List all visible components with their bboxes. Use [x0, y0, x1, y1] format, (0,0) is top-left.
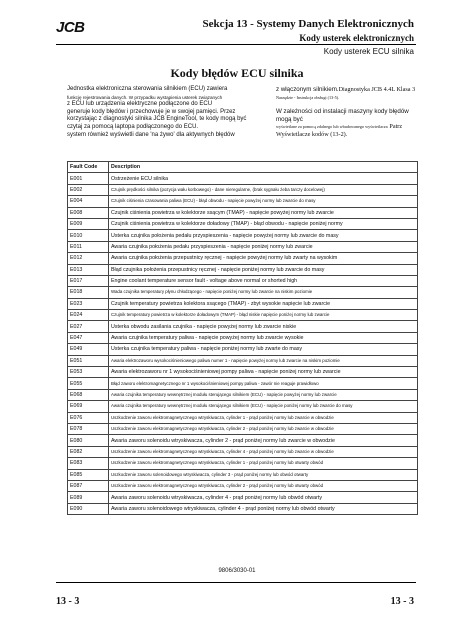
- fault-code-cell: E011: [68, 241, 109, 252]
- description-cell: Uszkodzenie zaworu elektromagnetycznego wtryskiwacza, cylinder 2 - prąd poniżej normy lub otwarty obwód: [109, 480, 418, 491]
- description-cell: Uszkodzenie zaworu solenoidowego wtryskiwacza, cylinder 3 - prąd poniżej normy lub obwód otwarty: [109, 469, 418, 480]
- description-cell: Awaria czujnika temperatury paliwa - napięcie powyżej normy lub zwarcie wysokie: [109, 332, 418, 343]
- intro-right-text-b: W zależności od instalacji maszyny kody błędów mogą być: [276, 108, 409, 123]
- fault-code-cell: E087: [68, 480, 109, 491]
- fault-code-cell: E076: [68, 412, 109, 423]
- diagnostic-tool-ref: Diagnostyka JCB 4.4L Klasa 3: [338, 86, 416, 93]
- fault-code-cell: E017: [68, 275, 109, 286]
- description-cell: Usterka czujnika położenia pedału przyspieszenia - napięcie powyżej normy lub zwarcie do masy: [109, 230, 418, 241]
- table-row: [68, 435, 418, 446]
- intro-line: system również wyświetli dane 'na żywo' dla aktywnych błędów: [67, 131, 235, 138]
- table-row: [68, 344, 418, 355]
- intro-line: z ECU lub urządzenia elektryczne podłączone do ECU: [67, 101, 213, 108]
- page-title: Kody błędów ECU silnika: [170, 66, 304, 80]
- table-row: [68, 480, 418, 491]
- fault-code-cell: E018: [68, 287, 109, 298]
- table-row: [68, 503, 418, 514]
- fault-code-cell: E002: [68, 184, 109, 195]
- description-cell: Awaria zaworu solenoidowego wtryskiwacza, cylinder 4 - prąd poniżej normy lub obwód otwarty: [109, 503, 418, 514]
- header-divider: [56, 44, 416, 45]
- description-cell: Czujnik temperatury powietrza kolektora ssącego (TMAP) - zbyt wysokie napięcie lub zwarcie: [109, 298, 418, 309]
- fault-code-cell: E008: [68, 207, 109, 218]
- table-row: [68, 241, 418, 252]
- subsection-label: Kody usterek ECU silnika: [323, 47, 414, 56]
- intro-line: korzystając z diagnostyki silnika JCB EngineTool, te kody mogą być: [67, 116, 247, 123]
- intro-right-text: [276, 86, 418, 146]
- fault-code-cell: E090: [68, 503, 109, 514]
- description-cell: Awaria czujnika położenia przepustnicy ręcznej - napięcie powyżej normy lub zwarty na wysokim: [109, 253, 418, 264]
- description-cell: Awaria zaworu solenoidu wtryskiwacza, cylinder 4 - prąd poniżej normy lub obwód otwarty: [109, 492, 418, 503]
- fault-code-cell: E023: [68, 298, 109, 309]
- intro-line: Jednostka elektroniczna sterowania silnikiem (ECU) zawiera: [67, 86, 228, 92]
- intro-line: funkcję rejestrowania danych. W przypadku wystąpienia usterek związanych: [67, 94, 223, 100]
- jcb-logo: JCB: [56, 19, 85, 36]
- description-cell: Awaria czujnika temperatury wewnętrznej modułu sterującego silnikiem (ECU) - napięcie powyżej normy lub zwarcie: [109, 389, 418, 400]
- table-row: [68, 230, 418, 241]
- table-row: [68, 310, 418, 321]
- table-row: [68, 184, 418, 195]
- description-cell: Awaria elektrozaworu nr 1 wysokociśnieniowej pompy paliwa - napięcie poniżej normy lub zwarcie: [109, 367, 418, 378]
- document-number: 9806/3030-01: [218, 568, 256, 574]
- manual-ref-close: ).: [336, 94, 340, 100]
- fault-code-cell: E078: [68, 423, 109, 434]
- table-header-row: [68, 162, 418, 173]
- fault-code-cell: E004: [68, 196, 109, 207]
- table-row: [68, 298, 418, 309]
- see-label: Patrz: [389, 123, 403, 131]
- table-row: [68, 264, 418, 275]
- description-cell: Wada czujnika temperatury płynu chłodzącego - napięcie poniżej normy lub zwarcie na niskim poziomie: [109, 287, 418, 298]
- description-cell: Uszkodzenie zaworu elektromagnetycznego wtryskiwacza, cylinder 2 - prąd poniżej normy lub zwarcie w obwodzie: [109, 423, 418, 434]
- description-cell: Ostrzeżenie ECU silnika: [109, 173, 418, 184]
- intro-right-para-1: [276, 86, 418, 101]
- fault-code-cell: E010: [68, 230, 109, 241]
- table-row: [68, 389, 418, 400]
- code-displays-ref-close: ).: [343, 130, 348, 138]
- table-row: [68, 173, 418, 184]
- description-cell: Awaria elektrozaworu wysokociśnieniowego paliwa numer 1 - napięcie powyżej normy lub zwarcie na niskim poziomie: [109, 355, 418, 366]
- intro-right-para-2: [276, 108, 418, 138]
- page-number-right: 13 - 3: [390, 596, 414, 607]
- fault-code-cell: E012: [68, 253, 109, 264]
- fault-code-cell: E027: [68, 321, 109, 332]
- description-cell: Błąd czujnika położenia przepustnicy ręcznej - napięcie poniżej normy lub zwarcie do masy: [109, 264, 418, 275]
- description-cell: Czujnik prędkości silnika (pozycja wału korbowego) - dane nieregularne, (brak sygnału żeba tarczy docelowej): [109, 184, 418, 195]
- table-row: [68, 287, 418, 298]
- description-cell: Czujnik ciśnienia powietrza w kolektorze ssącym (TMAP) - napięcie powyżej normy lub zwarcie: [109, 207, 418, 218]
- fault-code-cell: E051: [68, 355, 109, 366]
- fault-code-cell: E083: [68, 458, 109, 469]
- display-note: wyświetlane za pomocą zdalnego lub wbudowanego wyświetlacza: [276, 124, 388, 130]
- table-row: [68, 196, 418, 207]
- code-displays-ref: Wyświetlacze kodów (: [276, 130, 333, 138]
- table-row: [68, 332, 418, 343]
- intro-line: generuje kody błędów i przechowuje je w swojej pamięci. Przez: [67, 108, 236, 115]
- description-cell: Czujnik temperatury powietrza w kolektorze doładowym (TMAP) - błąd niskie napięcie poniżej normy lub zwarcie: [109, 310, 418, 321]
- section-title: Sekcja 13 - Systemy Danych Elektronicznych: [202, 18, 414, 30]
- page-link-13-2[interactable]: 13-2: [332, 130, 344, 138]
- table-row: [68, 446, 418, 457]
- fault-code-cell: E009: [68, 218, 109, 229]
- table-row: [68, 367, 418, 378]
- fault-code-cell: E085: [68, 469, 109, 480]
- header-fault-code: Fault Code: [68, 162, 109, 173]
- manual-ref: Narzędzie - Instrukcja obsługi (: [276, 94, 330, 100]
- description-cell: Awaria czujnika temperatury wewnętrznej modułu sterującego silnikiem (ECU) - napięcie poniżej normy lub zwarcie do masy: [109, 401, 418, 412]
- table-row: [68, 207, 418, 218]
- fault-code-cell: E013: [68, 264, 109, 275]
- description-cell: Uszkodzenie zaworu elektromagnetycznego wtryskiwacza, cylinder 1 - prąd poniżej normy lub otwarty obwód: [109, 458, 418, 469]
- description-cell: Usterka obwodu zasilania czujnika - napięcie powyżej normy lub zwarcie niskie: [109, 321, 418, 332]
- fault-code-cell: E053: [68, 367, 109, 378]
- fault-code-cell: E047: [68, 332, 109, 343]
- table-row: [68, 275, 418, 286]
- table-row: [68, 423, 418, 434]
- table-row: [68, 458, 418, 469]
- intro-line: czytaj za pomocą laptopa podłączonego do ECU.: [67, 123, 199, 130]
- table-row: [68, 253, 418, 264]
- description-cell: Czujnik ciśnienia czasowania paliwa (ECU) - błąd obwodu - napięcie powyżej normy lub zwarcie do masy: [109, 196, 418, 207]
- fault-code-cell: E024: [68, 310, 109, 321]
- table-row: [68, 378, 418, 389]
- section-subtitle: Kody usterek elektronicznych: [299, 33, 414, 43]
- fault-code-cell: E055: [68, 378, 109, 389]
- fault-code-cell: E089: [68, 492, 109, 503]
- description-cell: Błąd zaworu elektromagnetycznego nr 1 wysokociśnieniowej pompy paliwa - zawór nie reaguje prawidłowo: [109, 378, 418, 389]
- table-row: [68, 355, 418, 366]
- table-row: [68, 492, 418, 503]
- table-row: [68, 469, 418, 480]
- description-cell: Usterka czujnika temperatury paliwa - napięcie poniżej normy lub zwarte do masy: [109, 344, 418, 355]
- fault-code-cell: E082: [68, 446, 109, 457]
- intro-right-text-a: z włączonym silnikiem.: [276, 86, 339, 93]
- intro-left-text: [67, 86, 267, 139]
- description-cell: Czujnik ciśnienia powietrza w kolektorze doładowy (TMAP) - błąd obwodu - napięcie poniżej normy: [109, 218, 418, 229]
- description-cell: Engine coolant temperature sensor fault - voltage above normal or shorted high: [109, 275, 418, 286]
- description-cell: Uszkodzenie zaworu elektromagnetycznego wtryskiwacza, cylinder 4 - prąd poniżej normy lub zwarcie w obwodzie: [109, 446, 418, 457]
- fault-code-cell: E068: [68, 389, 109, 400]
- fault-code-table: [67, 161, 418, 515]
- header-description: Description: [109, 162, 418, 173]
- description-cell: Uszkodzenie zaworu elektromagnetycznego wtryskiwacza, cylinder 1 - prąd poniżej normy lub zwarcie w obwodzie: [109, 412, 418, 423]
- fault-code-cell: E049: [68, 344, 109, 355]
- table-body: [68, 173, 418, 515]
- page-number-left: 13 - 3: [56, 596, 80, 607]
- table-row: [68, 218, 418, 229]
- fault-code-cell: E001: [68, 173, 109, 184]
- fault-code-cell: E080: [68, 435, 109, 446]
- footer-divider: [56, 582, 416, 583]
- description-cell: Awaria czujnika położenia pedału przyspieszenia - napięcie poniżej normy lub zwarcie: [109, 241, 418, 252]
- table-row: [68, 321, 418, 332]
- page-link-13-5[interactable]: 13-5: [329, 94, 337, 100]
- table-row: [68, 412, 418, 423]
- table-row: [68, 401, 418, 412]
- description-cell: Awaria zaworu solenoidu wtryskiwacza, cylinder 2 - prąd poniżej normy lub zwarcie w obwodzie: [109, 435, 418, 446]
- fault-code-cell: E069: [68, 401, 109, 412]
